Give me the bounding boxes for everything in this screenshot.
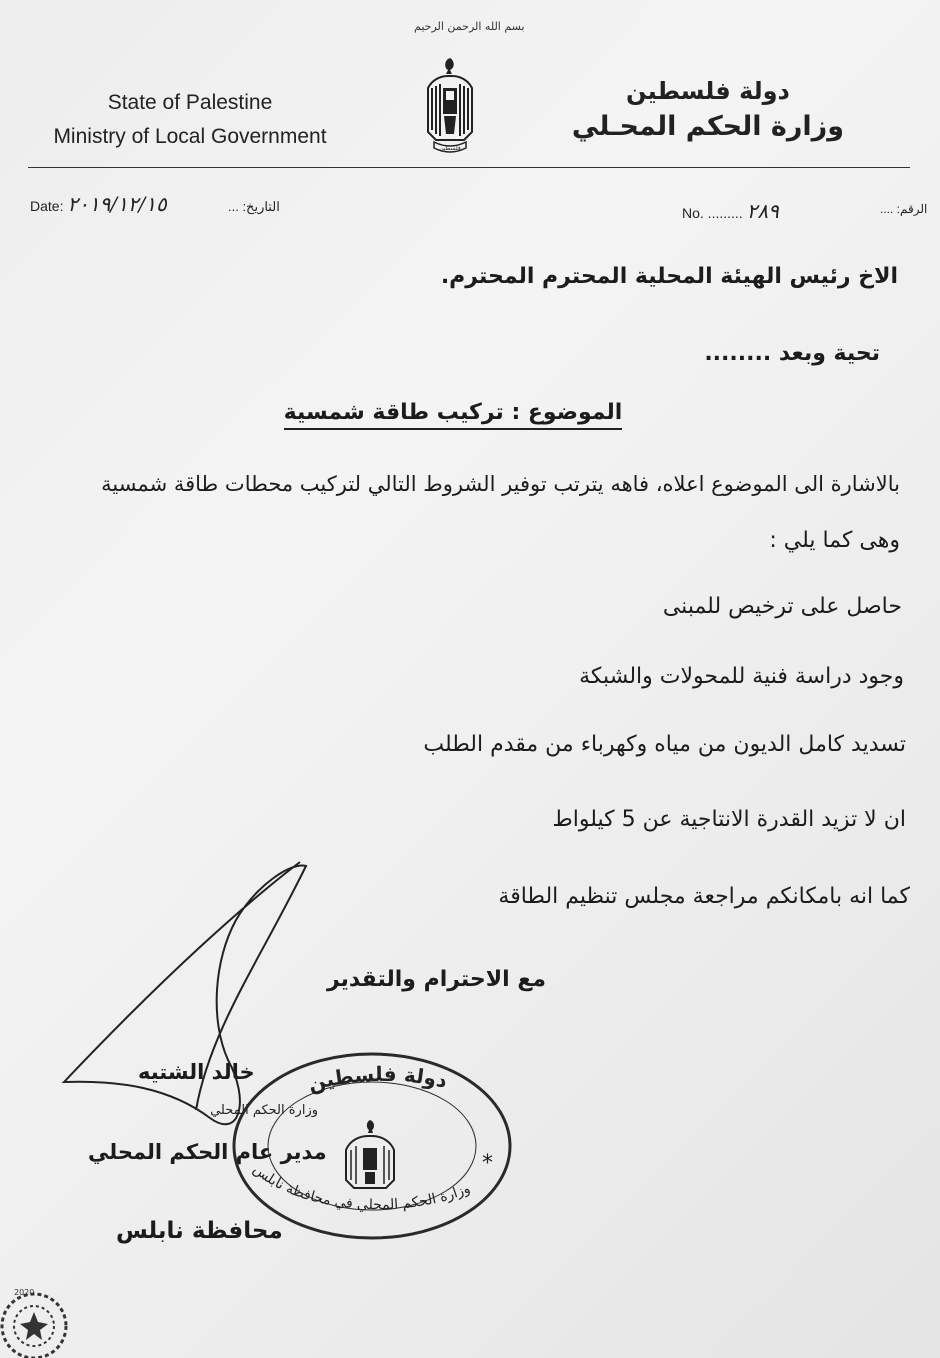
intro-line-2: وهى كما يلي : <box>769 528 900 553</box>
ministry-name-ar: وزارة الحكم المحـلي <box>571 111 844 142</box>
date-label: Date: <box>30 198 64 214</box>
handwritten-signature <box>64 862 306 1124</box>
signatory-title: مدير عام الحكم المحلي <box>88 1140 327 1164</box>
reference-number-value: ٢٨٩ <box>746 199 779 223</box>
number-label: No. ......... <box>682 205 743 221</box>
arabic-letterhead <box>572 74 844 146</box>
basmala: بسم الله الرحمن الرحيم <box>414 20 525 33</box>
condition-item: تسديد كامل الديون من مياه وكهرباء من مقدم الطلب <box>423 732 906 757</box>
condition-item: ان لا تزيد القدرة الانتاجية عن 5 كيلواط <box>552 807 906 832</box>
closing-line: مع الاحترام والتقدير <box>326 967 546 992</box>
english-letterhead <box>40 86 340 154</box>
addressee-line: الاخ رئيس الهيئة المحلية المحترم المحترم. <box>440 264 898 289</box>
subject-line <box>0 400 906 425</box>
condition-item: كما انه بامكانكم مراجعة مجلس تنظيم الطاقة <box>498 884 910 909</box>
date-field <box>30 192 167 216</box>
reference-number-field <box>682 199 779 223</box>
eagle-emblem-icon <box>422 54 478 162</box>
condition-item: حاصل على ترخيص للمبنى <box>662 594 902 619</box>
state-name-ar: دولة فلسطين <box>626 77 790 105</box>
date-label-ar: التاريخ: ... <box>228 199 280 214</box>
seal-year: 2020 <box>14 1288 35 1297</box>
salutation-line: تحية وبعد ........ <box>704 341 880 366</box>
number-label-ar: الرقم: .... <box>880 202 928 216</box>
stamp-eagle-icon <box>346 1120 394 1188</box>
stamp-inner-text: وزارة الحكم المحلي <box>210 1103 318 1118</box>
header-divider <box>28 167 910 168</box>
stamp-top-text: دولة فلسطين <box>305 1061 450 1096</box>
ministry-name-en: Ministry of Local Government <box>53 125 327 148</box>
signatory-district: محافظة نابلس <box>116 1218 283 1244</box>
condition-item: وجود دراسة فنية للمحولات والشبكة <box>579 664 904 689</box>
stamp-bottom-text: وزارة الحكم المحلي في محافظة نابلس <box>249 1161 473 1214</box>
signatory-name: خالد الشتيه <box>138 1060 255 1084</box>
corner-seal-icon <box>2 1288 66 1358</box>
date-value: ٢٠١٩/١٢/١٥ <box>67 192 167 216</box>
intro-line-1: بالاشارة الى الموضوع اعلاه، فاهه يترتب توفير الشروط التالي لتركيب محطات طاقة شمسية <box>101 472 900 496</box>
stamp-star: * <box>482 1151 493 1176</box>
state-name-en: State of Palestine <box>107 91 273 114</box>
emblem-caption: فلسطين <box>439 145 461 152</box>
subject-text: الموضوع : تركيب طاقة شمسية <box>284 400 623 430</box>
